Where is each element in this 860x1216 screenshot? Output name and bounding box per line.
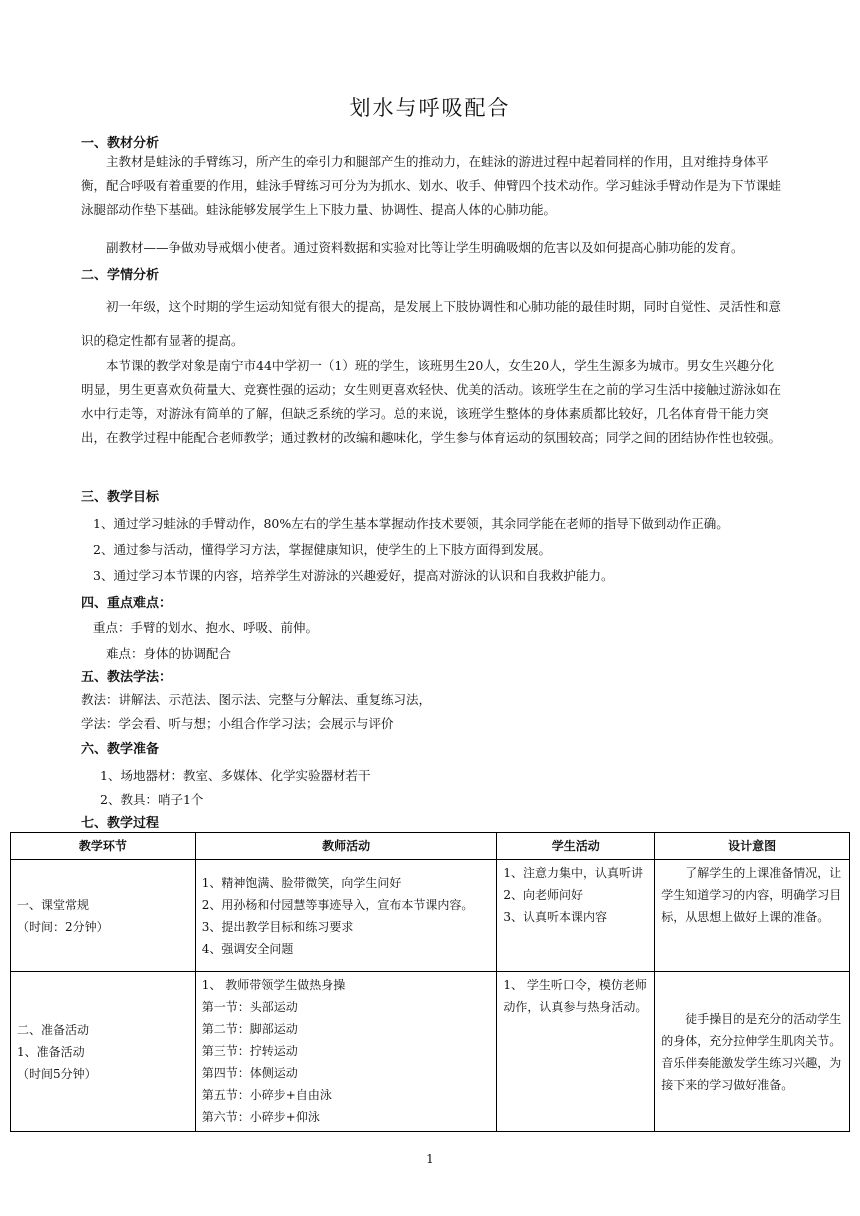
s2-paragraph-2: 本节课的教学对象是南宁市44中学初一（1）班的学生，该班男生20人，女生20人，学生生源多为城市。男女生兴趣分化明显，男生更喜欢负荷量大、竞赛性强的运动；女生则更喜欢轻快、优美的活动。该班学生在之前的学习生活中接触过游泳如在水中行走等，对游泳有简单的了解，但缺乏系统的学习。总的来说，该班学生整体的身体素质都比较好，几名体育骨干能力突出，在教学过程中能配合老师教学；通过教材的改编和趣味化，学生参与体育运动的氛围较高；同学之间的团结协作性也较强。 (81, 358, 782, 445)
goal-item-3: 3、通过学习本节课的内容，培养学生对游泳的兴趣爱好，提高对游泳的认识和自我救护能力。 (93, 568, 614, 583)
table-header-row (11, 833, 850, 860)
heading-5: 五、教法学法： (81, 670, 173, 685)
doc-title: 划水与呼吸配合 (349, 96, 511, 120)
row1-intent-text: 了解学生的上课准备情况，让学生知道学习的内容，明确学习目标，从思想上做好上课的准备。 (661, 866, 842, 924)
row2-teacher-item: 第一节：头部运动 (201, 1000, 298, 1014)
row1-intent (655, 860, 850, 972)
row2-stage-name: 二、准备活动 (17, 1022, 90, 1037)
s1-paragraph-1: 主教材是蛙泳的手臂练习，所产生的牵引力和腿部产生的推动力，在蛙泳的游进过程中起着同样的作用，且对维持身体平衡，配合呼吸有着重要的作用，蛙泳手臂练习可分为为抓水、划水、收手、伸臂四个技术动作。学习蛙泳手臂动作是为下节课蛙泳腿部动作垫下基础。蛙泳能够发展学生上下肢力量、协调性、提高人体的心肺功能。 (81, 154, 782, 217)
row2-stage-sub: 1、准备活动 (17, 1044, 85, 1059)
row2-teacher-item: 第四节：体侧运动 (201, 1066, 298, 1080)
row1-teacher-item: 4、强调安全问题 (201, 941, 294, 956)
goal-item-2: 2、通过参与活动，懂得学习方法，掌握健康知识，使学生的上下肢方面得到发展。 (93, 542, 551, 557)
row2-student (497, 972, 655, 1132)
table-row (11, 972, 850, 1132)
row1-stage-time: （时间：2分钟） (17, 919, 109, 934)
heading-4: 四、重点难点： (81, 596, 173, 611)
row2-stage (11, 972, 196, 1132)
s2-paragraph-1: 初一年级，这个时期的学生运动知觉有很大的提高，是发展上下肢协调性和心肺功能的最佳时期，同时自觉性、灵活性和意识的稳定性都有显著的提高。 (81, 299, 782, 348)
row1-student-item: 2、向老师问好 (503, 888, 584, 902)
row2-intent (655, 972, 850, 1132)
row1-student-item: 3、认真听本课内容 (503, 910, 608, 924)
row2-intent-text: 徒手操目的是充分的活动学生的身体，充分拉伸学生肌肉关节。音乐伴奏能激发学生练习兴趣，为接下来的学习做好准备。 (661, 1011, 842, 1092)
row1-student (497, 860, 655, 972)
row2-teacher-item: 第二节：脚部运动 (201, 1022, 298, 1036)
row2-teacher-item: 1、 教师带领学生做热身操 (201, 978, 346, 992)
key-point: 重点：手臂的划水、抱水、呼吸、前伸。 (93, 620, 319, 635)
s1-paragraph-2: 副教材——争做劝导戒烟小使者。通过资料数据和实验对比等让学生明确吸烟的危害以及如何提高心肺功能的发育。 (106, 240, 744, 255)
heading-2: 二、学情分析 (81, 268, 160, 283)
row2-teacher-item: 第三节：拧转运动 (201, 1044, 298, 1058)
col-header-student: 学生活动 (497, 833, 655, 860)
heading-3: 三、教学目标 (81, 490, 160, 505)
row2-stage-time: （时间5分钟） (17, 1066, 97, 1081)
prep-item-1: 1、场地器材：教室、多媒体、化学实验器材若干 (100, 768, 371, 783)
teaching-methods: 教法：讲解法、示范法、图示法、完整与分解法、重复练习法， (81, 692, 432, 707)
process-table (10, 832, 850, 1132)
row1-stage-name: 一、课堂常规 (17, 897, 90, 912)
heading-7: 七、教学过程 (81, 816, 160, 831)
row1-student-item: 1、注意力集中，认真听讲 (503, 866, 644, 880)
col-header-intent: 设计意图 (655, 833, 850, 860)
row2-teacher-item: 第五节：小碎步+自由泳 (201, 1088, 332, 1102)
col-header-stage: 教学环节 (11, 833, 196, 860)
row2-student-item: 1、 学生听口令，模仿老师动作，认真参与热身活动。 (503, 978, 648, 1014)
goal-item-1: 1、通过学习蛙泳的手臂动作，80%左右的学生基本掌握动作技术要领，其余同学能在老师的指导下做到动作正确。 (93, 516, 729, 531)
page-number: 1 (426, 1152, 434, 1166)
row2-teacher (195, 972, 497, 1132)
prep-item-2: 2、教具：哨子1个 (100, 792, 204, 807)
row2-teacher-item: 第六节：小碎步+仰泳 (201, 1110, 320, 1124)
col-header-teacher: 教师活动 (195, 833, 497, 860)
row1-teacher-item: 2、用孙杨和付园慧等事迹导入，宣布本节课内容。 (201, 897, 474, 912)
table-row (11, 860, 850, 972)
heading-6: 六、教学准备 (81, 742, 160, 757)
learning-methods: 学法：学会看、听与想；小组合作学习法；会展示与评价 (81, 716, 394, 731)
heading-1: 一、教材分析 (81, 136, 160, 151)
row1-teacher (195, 860, 497, 972)
row1-teacher-item: 1、精神饱满、脸带微笑，向学生问好 (201, 875, 402, 890)
row1-teacher-item: 3、提出教学目标和练习要求 (201, 919, 354, 934)
difficulty-point: 难点：身体的协调配合 (106, 646, 232, 661)
row1-stage (11, 860, 196, 972)
